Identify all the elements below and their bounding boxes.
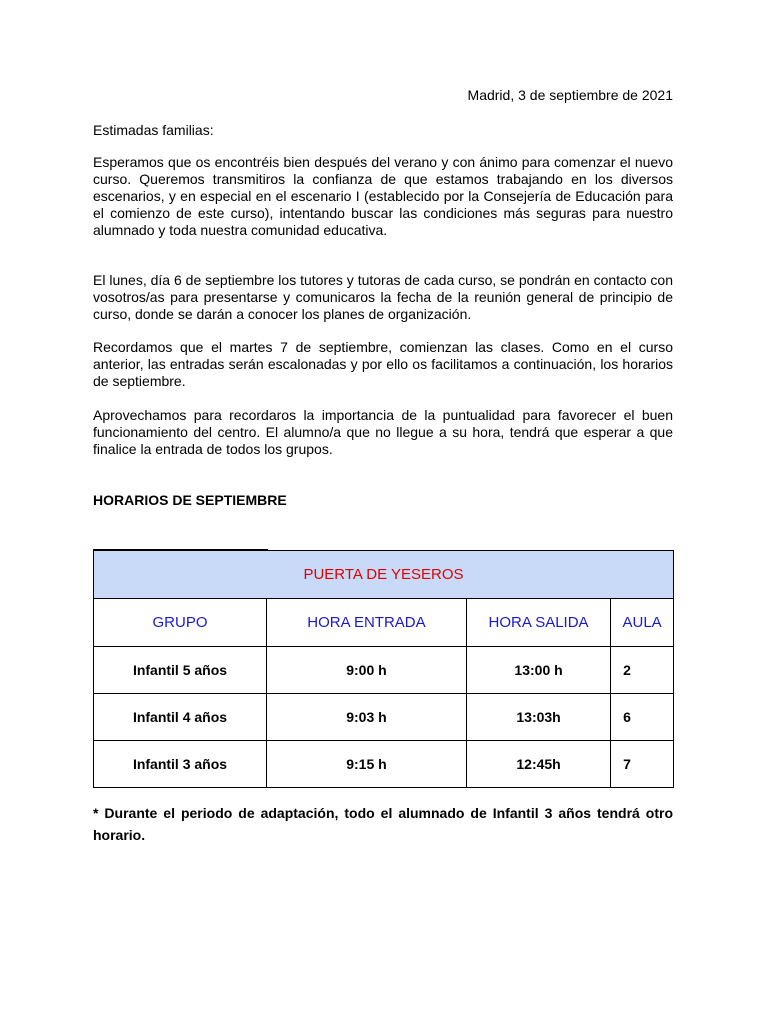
cell-salida: 13:00 h (466, 647, 610, 694)
cell-grupo: Infantil 3 años (94, 741, 267, 788)
cell-grupo: Infantil 4 años (94, 694, 267, 741)
paragraph-classes-start: Recordamos que el martes 7 de septiembre, comienzan las clases. Como en el curso anterior, las entradas serán escalonadas y por ello os facilitamos a continuación, los horarios de septiembre. (93, 339, 673, 389)
table-row (94, 694, 674, 741)
gate-row (94, 551, 674, 599)
header-row (94, 599, 674, 647)
header-hora-entrada: HORA ENTRADA (267, 599, 467, 647)
header-grupo: GRUPO (94, 599, 267, 647)
cell-entrada: 9:00 h (267, 647, 467, 694)
header-aula: AULA (611, 599, 674, 647)
paragraph-intro: Esperamos que os encontréis bien después del verano y con ánimo para comenzar el nuevo curso. Queremos transmitiros la confianza de que estamos trabajando en los diversos escenarios, y en especial en el escenario I (establecido por la Consejería de Educación para el comienzo de este curso), intentando buscar las condiciones más seguras para nuestro alumnado y toda nuestra comunidad educativa. (93, 154, 673, 238)
header-hora-salida: HORA SALIDA (466, 599, 610, 647)
cell-aula: 2 (611, 647, 674, 694)
paragraph-punctuality: Aprovechamos para recordaros la importancia de la puntualidad para favorecer el buen funcionamiento del centro. El alumno/a que no llegue a su hora, tendrá que esperar a que finalice la entrada de todos los grupos. (93, 407, 673, 457)
section-heading: HORARIOS DE SEPTIEMBRE (93, 492, 287, 508)
schedule-table (93, 550, 674, 788)
greeting: Estimadas familias: (93, 122, 214, 138)
cell-salida: 12:45h (466, 741, 610, 788)
cell-entrada: 9:15 h (267, 741, 467, 788)
cell-entrada: 9:03 h (267, 694, 467, 741)
gate-name: PUERTA DE YESEROS (94, 551, 674, 599)
table-row (94, 647, 674, 694)
cell-aula: 7 (611, 741, 674, 788)
paragraph-tutors: El lunes, día 6 de septiembre los tutores y tutoras de cada curso, se pondrán en contacto con vosotros/as para presentarse y comunicaros la fecha de la reunión general de principio de curso, donde se darán a conocer los planes de organización. (93, 272, 673, 322)
cell-grupo: Infantil 5 años (94, 647, 267, 694)
cell-salida: 13:03h (466, 694, 610, 741)
table-row (94, 741, 674, 788)
adaptation-note: * Durante el periodo de adaptación, todo el alumnado de Infantil 3 años tendrá otro horario. (93, 805, 673, 843)
cell-aula: 6 (611, 694, 674, 741)
date-line: Madrid, 3 de septiembre de 2021 (467, 87, 673, 103)
